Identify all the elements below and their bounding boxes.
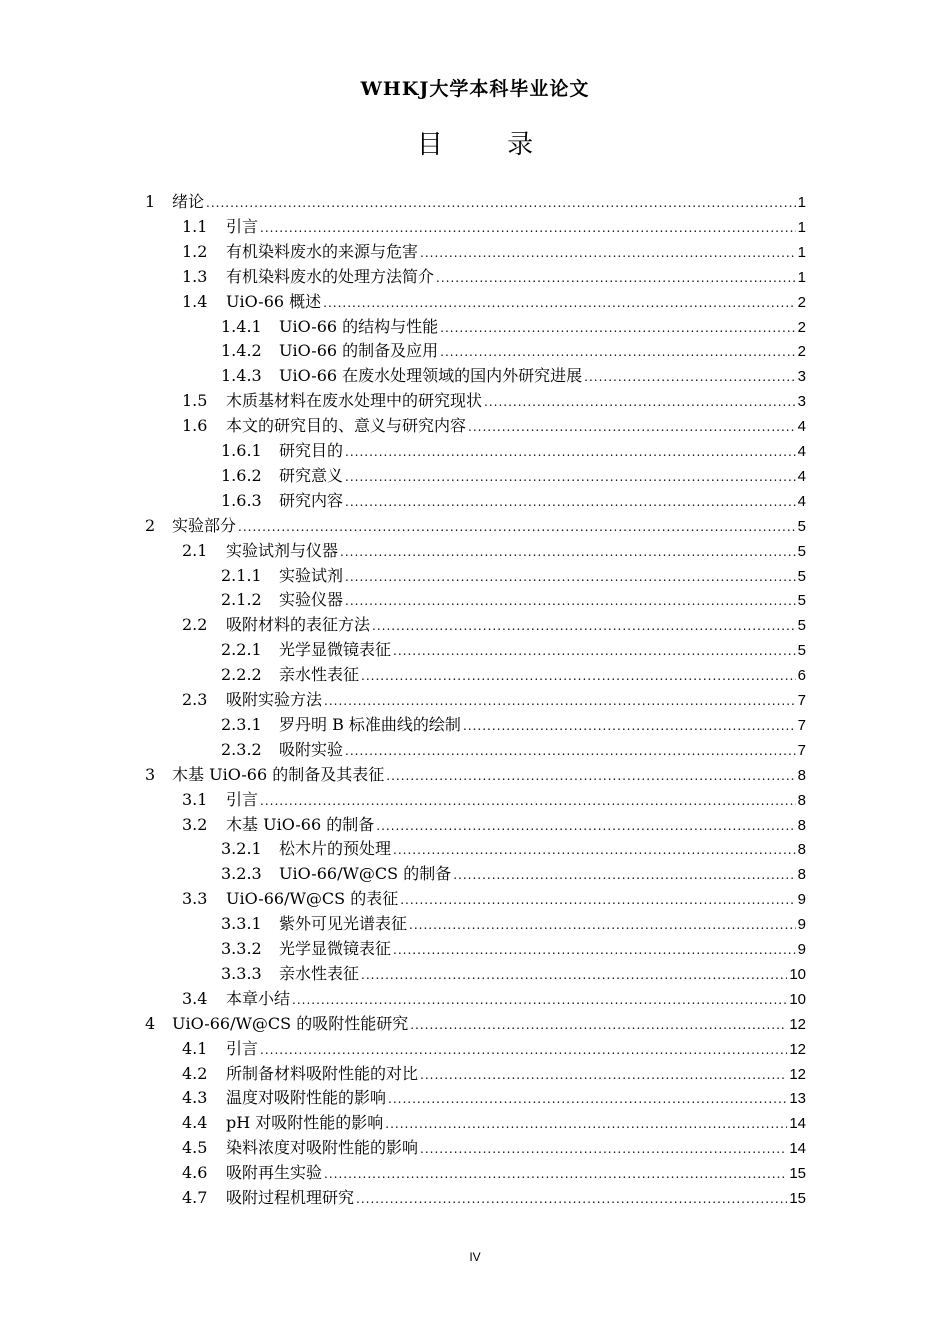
toc-entry-number: 3.2 (182, 814, 208, 834)
toc-entry-number: 1.1 (182, 216, 208, 236)
toc-entry-number: 2.3 (182, 690, 208, 709)
toc-entry[interactable] (182, 987, 806, 1011)
toc-entry-title: 木基 UiO-66 的制备 (226, 814, 375, 834)
toc-entry[interactable] (182, 1086, 806, 1110)
toc-entry-number: 3.3.2 (221, 939, 262, 958)
toc-dot-leader (324, 1162, 787, 1186)
toc-entry-page: 4 (797, 443, 806, 460)
toc-dot-leader (345, 465, 796, 489)
toc-entry[interactable] (221, 862, 806, 886)
toc-dot-leader (345, 739, 796, 763)
toc-entry-page: 4 (797, 467, 806, 485)
toc-entry-title: 温度对吸附性能的影响 (226, 1088, 387, 1108)
toc-entry-title: 实验仪器 (279, 590, 344, 610)
toc-entry[interactable] (221, 315, 806, 339)
toc-entry[interactable] (221, 364, 806, 388)
toc-dot-leader (260, 1038, 787, 1062)
toc-entry[interactable] (182, 788, 806, 812)
toc-entry[interactable] (182, 265, 806, 289)
toc-entry-number: 1.5 (182, 391, 208, 411)
toc-entry-number: 3.2.1 (221, 839, 262, 859)
toc-entry[interactable] (182, 215, 806, 239)
toc-entry-title: 所制备材料吸附性能的对比 (226, 1063, 419, 1083)
toc-entry-page: 8 (797, 766, 806, 784)
toc-entry-title: pH 对吸附性能的影响 (226, 1113, 384, 1133)
toc-entry-title: 松木片的预处理 (279, 839, 392, 859)
toc-entry-page: 5 (797, 642, 806, 660)
toc-entry-title: 引言 (226, 789, 259, 809)
toc-entry-page: 13 (789, 1090, 806, 1108)
toc-entry-title: UiO-66 在废水处理领域的国内外研究进展 (279, 366, 583, 386)
toc-entry-number: 2.2.2 (221, 665, 262, 685)
toc-entry-title: 引言 (226, 216, 259, 236)
toc-entry-page: 12 (789, 1040, 806, 1058)
toc-entry-page: 10 (789, 990, 806, 1008)
toc-entry-title: 木质基材料在废水处理中的研究现状 (226, 391, 483, 411)
toc-entry-page: 1 (797, 218, 806, 236)
toc-entry-number: 2 (145, 515, 156, 535)
toc-dot-leader (484, 390, 796, 414)
page-title: 目 录 (416, 130, 562, 160)
toc-dot-leader (420, 1063, 787, 1087)
toc-entry-page: 15 (789, 1165, 806, 1183)
toc-entry-page: 2 (797, 318, 806, 336)
toc-entry-number: 1.3 (182, 266, 208, 286)
toc-dot-leader (206, 191, 796, 215)
toc-entry-page: 1 (797, 268, 806, 286)
toc-entry-title: UiO-66/W@CS 的表征 (226, 889, 399, 909)
toc-entry-title: 本章小结 (226, 988, 291, 1008)
toc-entry[interactable] (182, 1062, 806, 1086)
toc-entry[interactable] (145, 190, 806, 214)
toc-entry-number: 2.2.1 (221, 640, 262, 660)
toc-entry-number: 4.1 (182, 1038, 208, 1058)
toc-entry-number: 2.3.1 (221, 714, 262, 734)
toc-entry-page: 14 (789, 1140, 806, 1158)
toc-entry-number: 4 (145, 1013, 156, 1033)
toc-entry-title: UiO-66 的结构与性能 (279, 316, 439, 336)
toc-dot-leader (324, 689, 796, 713)
toc-entry[interactable] (221, 962, 806, 986)
toc-dot-leader (440, 340, 795, 364)
toc-entry-number: 1.4.3 (221, 366, 262, 386)
toc-entry-number: 1.2 (182, 241, 208, 261)
toc-dot-leader (340, 540, 796, 564)
toc-entry-title: 有机染料废水的处理方法简介 (226, 266, 435, 286)
toc-dot-leader (386, 764, 795, 788)
toc-entry[interactable] (182, 1161, 806, 1185)
toc-entry-page: 7 (797, 741, 806, 759)
toc-dot-leader (393, 938, 796, 962)
toc-entry[interactable] (221, 937, 806, 961)
toc-entry[interactable] (221, 339, 806, 363)
toc-entry-title: 罗丹明 B 标准曲线的绘制 (279, 714, 461, 734)
toc-dot-leader (440, 316, 795, 340)
document-header: WHKJ大学本科毕业论文 (360, 78, 590, 100)
toc-entry-title: 有机染料废水的来源与危害 (226, 241, 419, 261)
toc-entry-page: 6 (797, 667, 806, 685)
toc-dot-leader (436, 266, 796, 290)
toc-entry-number: 4.2 (182, 1063, 208, 1083)
toc-entry-number: 1.6 (182, 416, 208, 436)
toc-dot-leader (388, 1087, 787, 1111)
toc-entry-title: UiO-66/W@CS 的制备 (279, 864, 452, 884)
toc-dot-leader (238, 515, 796, 539)
toc-entry-title: UiO-66 的制备及应用 (279, 341, 439, 361)
toc-dot-leader (292, 988, 787, 1012)
toc-dot-leader (376, 814, 795, 838)
toc-entry-title: 亲水性表征 (279, 963, 360, 983)
toc-entry-page: 8 (797, 866, 806, 884)
toc-entry-number: 3.1 (182, 789, 208, 809)
toc-dot-leader (345, 440, 796, 464)
toc-entry-number: 2.3.2 (221, 739, 262, 759)
toc-entry[interactable] (182, 1186, 806, 1210)
toc-entry[interactable] (182, 539, 806, 563)
toc-entry-number: 4.7 (182, 1188, 208, 1207)
toc-entry-number: 3.3.3 (221, 963, 262, 983)
toc-dot-leader (356, 1187, 787, 1211)
toc-entry-page: 15 (789, 1190, 806, 1207)
toc-entry-title: 吸附实验 (279, 739, 344, 759)
toc-entry-number: 3 (145, 764, 156, 784)
page-number-footer: IV (469, 1250, 481, 1264)
toc-entry-number: 1.4.1 (221, 316, 262, 336)
toc-dot-leader (345, 589, 796, 613)
toc-entry-number: 4.5 (182, 1138, 208, 1158)
toc-entry-page: 9 (797, 941, 806, 958)
toc-entry-title: UiO-66/W@CS 的吸附性能研究 (172, 1013, 409, 1033)
toc-entry-page: 2 (797, 293, 806, 311)
toc-entry-title: 本文的研究目的、意义与研究内容 (226, 416, 467, 436)
toc-entry-title: 木基 UiO-66 的制备及其表征 (172, 764, 385, 784)
toc-entry-page: 10 (789, 965, 806, 983)
toc-dot-leader (400, 888, 795, 912)
toc-entry-page: 8 (797, 791, 806, 809)
toc-entry-title: 研究内容 (279, 490, 344, 510)
toc-entry[interactable] (182, 613, 806, 637)
toc-entry-number: 3.3.1 (221, 914, 262, 934)
toc-entry-title: 紫外可见光谱表征 (279, 914, 408, 934)
toc-entry-number: 3.4 (182, 988, 208, 1008)
toc-entry-page: 14 (789, 1115, 806, 1133)
toc-entry-page: 5 (797, 542, 806, 560)
toc-dot-leader (409, 913, 796, 937)
toc-entry-number: 2.1 (182, 540, 208, 560)
toc-entry-number: 3.2.3 (221, 864, 262, 884)
toc-entry[interactable] (145, 1012, 806, 1036)
toc-dot-leader (361, 963, 787, 987)
toc-dot-leader (372, 614, 796, 638)
toc-entry-page: 5 (797, 517, 806, 535)
toc-entry[interactable] (221, 738, 806, 762)
toc-dot-leader (420, 241, 796, 265)
toc-dot-leader (393, 838, 796, 862)
toc-dot-leader (323, 291, 795, 315)
toc-entry[interactable] (182, 1111, 806, 1135)
toc-dot-leader (463, 714, 796, 738)
toc-entry[interactable] (221, 837, 806, 861)
toc-entry-title: 光学显微镜表征 (279, 640, 392, 660)
toc-dot-leader (393, 639, 796, 663)
toc-entry-number: 1 (145, 192, 156, 211)
toc-entry-page: 3 (797, 368, 806, 386)
toc-entry-number: 2.1.1 (221, 565, 262, 585)
toc-entry-title: 吸附实验方法 (226, 690, 323, 709)
toc-entry-page: 8 (797, 841, 806, 859)
toc-entry[interactable] (221, 713, 806, 737)
toc-entry-number: 1.6.3 (221, 490, 262, 510)
toc-dot-leader (584, 365, 795, 389)
toc-entry-page: 4 (797, 418, 806, 436)
toc-entry-title: 实验试剂与仪器 (226, 540, 339, 560)
toc-entry-number: 1.6.2 (221, 465, 262, 485)
toc-entry[interactable] (221, 588, 806, 612)
toc-dot-leader (260, 789, 796, 813)
toc-entry-page: 9 (797, 891, 806, 909)
toc-entry-number: 3.3 (182, 889, 208, 909)
toc-dot-leader (468, 415, 796, 439)
toc-entry-number: 4.3 (182, 1088, 208, 1108)
toc-entry[interactable] (182, 813, 806, 837)
toc-entry-title: 吸附过程机理研究 (226, 1188, 355, 1207)
toc-entry[interactable] (221, 564, 806, 588)
toc-dot-leader (420, 1137, 787, 1161)
toc-entry[interactable] (182, 1037, 806, 1061)
toc-entry-page: 7 (797, 716, 806, 734)
toc-entry[interactable] (221, 638, 806, 662)
toc-dot-leader (453, 863, 795, 887)
toc-entry[interactable] (221, 912, 806, 936)
toc-entry-page: 12 (789, 1015, 806, 1033)
toc-entry-page: 4 (797, 492, 806, 510)
toc-entry[interactable] (145, 514, 806, 538)
toc-dot-leader (385, 1112, 787, 1136)
toc-dot-leader (260, 216, 796, 240)
toc-entry-page: 12 (789, 1065, 806, 1083)
toc-dot-leader (345, 490, 796, 514)
toc-entry-title: 实验部分 (172, 515, 237, 535)
toc-entry[interactable] (182, 414, 806, 438)
toc-entry-page: 1 (797, 243, 806, 261)
toc-entry-number: 1.4.2 (221, 341, 262, 361)
toc-entry[interactable] (182, 887, 806, 911)
toc-entry-title: 引言 (226, 1038, 259, 1058)
toc-entry[interactable] (182, 1136, 806, 1160)
toc-entry[interactable] (182, 290, 806, 314)
toc-entry[interactable] (221, 663, 806, 687)
toc-dot-leader (410, 1013, 787, 1037)
toc-entry[interactable] (221, 464, 806, 488)
toc-entry-page: 1 (797, 194, 806, 211)
toc-entry-title: UiO-66 概述 (226, 291, 322, 311)
toc-entry[interactable] (145, 763, 806, 787)
toc-entry-page: 5 (797, 617, 806, 635)
toc-entry-title: 绪论 (172, 192, 205, 211)
toc-entry[interactable] (221, 489, 806, 513)
toc-entry-title: 研究意义 (279, 465, 344, 485)
toc-entry-number: 1.6.1 (221, 441, 262, 460)
toc-entry-title: 染料浓度对吸附性能的影响 (226, 1138, 419, 1158)
toc-entry-page: 8 (797, 816, 806, 834)
toc-entry-page: 9 (797, 916, 806, 934)
toc-entry-title: 光学显微镜表征 (279, 939, 392, 958)
toc-entry-title: 亲水性表征 (279, 665, 360, 685)
toc-entry[interactable] (182, 389, 806, 413)
toc-entry-number: 2.2 (182, 615, 208, 635)
toc-entry-page: 2 (797, 343, 806, 361)
toc-entry-page: 5 (797, 592, 806, 610)
toc-entry-number: 2.1.2 (221, 590, 262, 610)
toc-entry-page: 3 (797, 393, 806, 411)
toc-entry-number: 1.4 (182, 291, 208, 311)
toc-entry-number: 4.4 (182, 1113, 208, 1133)
toc-entry-title: 实验试剂 (279, 565, 344, 585)
toc-dot-leader (361, 664, 796, 688)
toc-entry[interactable] (182, 688, 806, 712)
toc-entry[interactable] (221, 439, 806, 463)
toc-entry-number: 4.6 (182, 1163, 208, 1183)
toc-entry[interactable] (182, 240, 806, 264)
toc-entry-title: 研究目的 (279, 441, 344, 460)
toc-entry-title: 吸附再生实验 (226, 1163, 323, 1183)
toc-entry-title: 吸附材料的表征方法 (226, 615, 371, 635)
toc-entry-page: 5 (797, 567, 806, 585)
toc-entry-page: 7 (797, 692, 806, 709)
toc-dot-leader (345, 565, 796, 589)
